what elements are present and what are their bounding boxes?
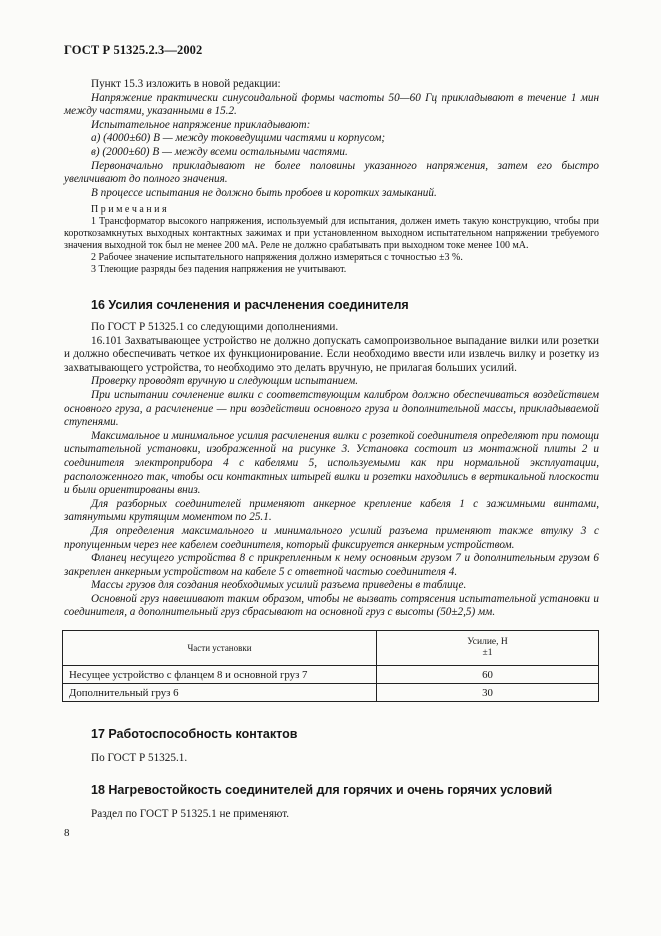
table-cell-value: 60	[377, 666, 599, 684]
section-paragraph: 16.101 Захватывающее устройство не должно допускать самопроизвольное выпадание вилки или розетки и должно обеспечивать четкое их функционирование. Если необходимо ввести или извлечь вилку и розетку из захватывающего устройства, то необходимо это делать вручную, не прилагая больших усилий.	[64, 334, 599, 374]
table-header-line: ±1	[482, 648, 493, 658]
table-header-cell: Части установки	[63, 631, 377, 666]
note-item: 3 Тлеющие разряды без падения напряжения не учитывают.	[91, 264, 347, 275]
section-17-title: 17 Работоспособность контактов	[91, 727, 298, 741]
section-paragraph: При испытании сочленение вилки с соответствующим калибром должно обеспечиваться воздействием основного груза, а расчленение — при воздействии основного груза и дополнительной массы, прикладываемой ступенями.	[64, 388, 599, 429]
notes-heading: П р и м е ч а н и я	[91, 204, 167, 215]
section-paragraph: По ГОСТ Р 51325.1 со следующими дополнениями.	[91, 321, 339, 333]
forces-table	[62, 630, 599, 702]
section-paragraph: Проверку проводят вручную и следующим испытанием.	[91, 375, 359, 388]
table-cell-value: 30	[377, 684, 599, 702]
table-cell-part: Несущее устройство с фланцем 8 и основной груз 7	[63, 666, 377, 684]
document-header: ГОСТ Р 51325.2.3—2002	[64, 43, 203, 57]
section-paragraph: Для разборных соединителей применяют анкерное крепление кабеля 1 с зажимными винтами, затянутыми крутящим моментом по 25.1.	[64, 497, 599, 524]
forces-table-wrap	[62, 630, 599, 702]
intro-paragraph: Первоначально прикладывают не более половины указанного напряжения, затем его быстро увеличивают до полного значения.	[64, 159, 599, 186]
table-row	[63, 666, 599, 684]
table-cell-part: Дополнительный груз 6	[63, 684, 377, 702]
section-18-text: Раздел по ГОСТ Р 51325.1 не применяют.	[91, 808, 290, 820]
table-row	[63, 684, 599, 702]
intro-paragraph: в) (2000±60) В — между всеми остальными частями.	[91, 145, 348, 158]
section-18-title: 18 Нагревостойкость соединителей для горячих и очень горячих условий	[91, 783, 553, 797]
section-16-body	[64, 321, 599, 620]
intro-paragraph: Испытательное напряжение прикладывают:	[91, 118, 311, 131]
section-17-text: По ГОСТ Р 51325.1.	[91, 752, 188, 764]
section-paragraph: Для определения максимального и минимального усилий разъема применяют также втулку 3 с пропущенным через нее кабелем соединителя, который фиксируется анкерным устройством.	[64, 524, 599, 551]
intro-paragraph: Напряжение практически синусоидальной формы частоты 50—60 Гц прикладывают в течение 1 мин между частями, указанными в 15.2.	[64, 91, 599, 118]
intro-paragraph: Пункт 15.3 изложить в новой редакции:	[91, 78, 281, 90]
section-16-title: 16 Усилия сочленения и расчленения соединителя	[91, 298, 409, 312]
note-item: 1 Трансформатор высокого напряжения, используемый для испытания, должен иметь такую конструкцию, чтобы при короткозамкнутых выходных контактных зажимах и при установленном выходном испытательном напряжении требуемого значения выходной ток был не менее 200 мА. Реле не должно срабатывать при выходном токе менее 100 мА.	[64, 216, 599, 251]
table-header-line: Усилие, Н	[467, 637, 508, 647]
table-header-cell	[377, 631, 599, 666]
page-number: 8	[64, 827, 70, 839]
section-paragraph: Массы грузов для создания необходимых усилий разъема приведены в таблице.	[91, 579, 467, 592]
section-paragraph: Максимальное и минимальное усилия расчленения вилки с розеткой соединителя определяют при помощи испытательной установки, изображенной на рисунке 3. Установка состоит из монтажной плиты 2 и соединителя электроприбора 4 с кабелями 5, используемыми как при нормальной эксплуатации, расположенного так, чтобы оси контактных штырей вилки и розетки находились в вертикальной плоскости и были ориентированы вниз.	[64, 429, 599, 497]
section-paragraph: Фланец несущего устройства 8 с прикрепленным к нему основным грузом 7 и дополнительным грузом 6 закреплен анкерным устройством на кабеле 5 с ответной частью соединителя 4.	[64, 552, 599, 578]
section-paragraph: Основной груз навешивают таким образом, чтобы не вызвать сотрясения испытательной установки и соединителя, а дополнительный груз сбрасывают на основной груз с высоты (50±2,5) мм.	[64, 592, 599, 619]
intro-paragraph: В процессе испытания не должно быть пробоев и коротких замыканий.	[91, 186, 437, 199]
intro-block	[64, 78, 599, 200]
intro-paragraph: а) (4000±60) В — между токоведущими частями и корпусом;	[91, 132, 386, 145]
note-item: 2 Рабочее значение испытательного напряжения должно измеряться с точностью ±3 %.	[91, 252, 463, 263]
notes-block	[64, 204, 599, 276]
table-header-row	[63, 631, 599, 666]
